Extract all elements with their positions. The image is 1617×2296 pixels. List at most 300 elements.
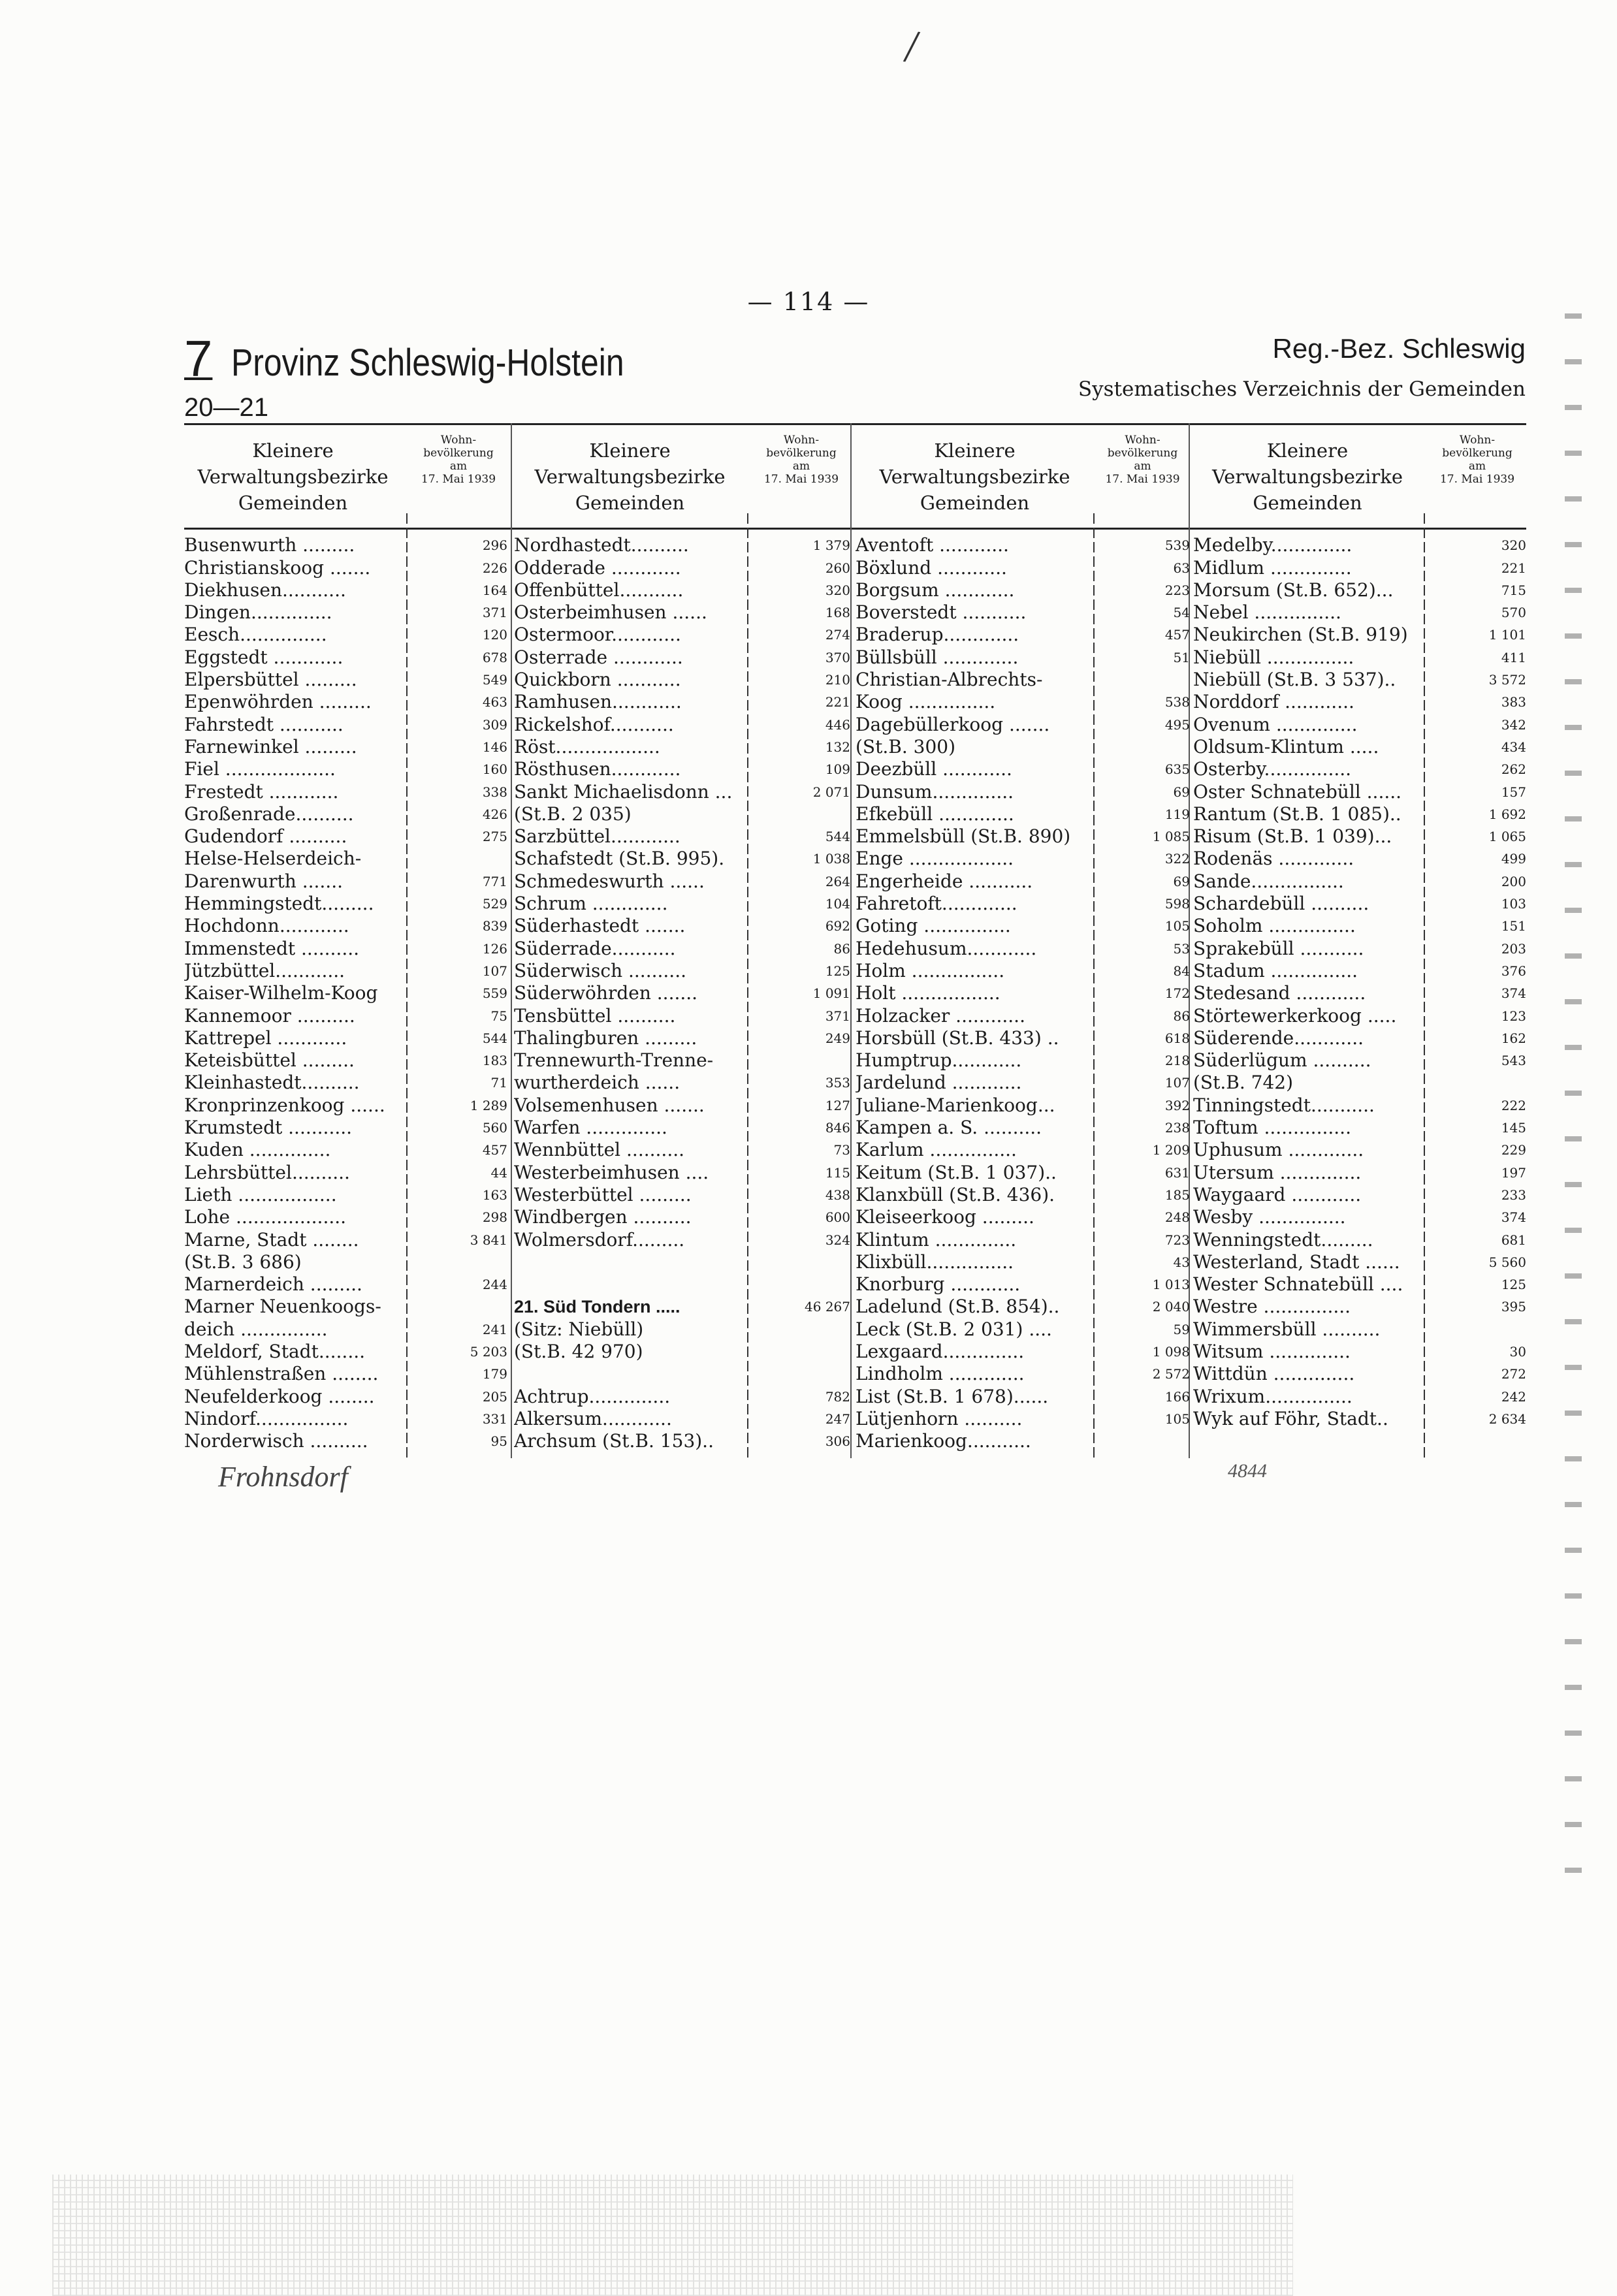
population-value: 168 [825,605,850,621]
municipality-name: Stadum ............... [1193,959,1358,981]
municipality-name: Emmelsbüll (St.B. 890) [856,825,1071,848]
population-value: 1 209 [1152,1142,1190,1158]
population-value: 1 379 [812,537,850,554]
municipality-name: Koog ............... [856,691,996,713]
municipality-name: Büllsbüll ............. [856,646,1019,668]
municipality-name: Enge .................. [856,848,1014,870]
population-value: 104 [825,896,850,912]
municipality-row [514,646,850,668]
municipality-row [514,1117,850,1139]
municipality-row [514,624,850,646]
population-value: 371 [482,605,507,621]
municipality-row [184,1049,507,1072]
municipality-name: Achtrup.............. [514,1385,671,1407]
municipality-name: Süderlügum .......... [1193,1049,1371,1072]
population-value: 309 [482,716,507,733]
municipality-row [1193,1094,1526,1116]
municipality-row [514,1318,850,1340]
municipality-row [184,1161,507,1183]
municipality-name: Schrum ............. [514,893,668,915]
population-value: 103 [1501,896,1526,912]
column-name-header [514,438,746,516]
population-value: 115 [825,1164,850,1181]
municipality-name: Süderhastedt ....... [514,915,686,937]
municipality-row [514,1363,850,1385]
header-line: Verwaltungsbezirke [1211,466,1403,488]
population-value: 499 [1501,851,1526,867]
population-value: 146 [482,739,507,755]
header-line: Kleinere [1266,439,1349,462]
population-value: 125 [825,963,850,979]
municipality-row [856,1184,1190,1206]
municipality-name: Störtewerkerkoog ..... [1193,1004,1397,1027]
header-line: 17. Mai 1939 [421,473,496,486]
population-value: 457 [1164,627,1190,643]
municipality-name: Neukirchen (St.B. 919) [1193,624,1408,646]
population-value: 162 [1501,1030,1526,1046]
header-line: Verwaltungsbezirke [534,466,726,488]
municipality-name: Kleiseerkoog ......... [856,1206,1034,1228]
population-value: 160 [482,761,507,778]
municipality-name: Süderende............ [1193,1027,1364,1049]
header-line: 17. Mai 1939 [1439,473,1515,486]
population-value: 248 [1164,1209,1190,1226]
population-value: 1 065 [1488,829,1526,845]
municipality-name: Schmedeswurth ...... [514,870,705,892]
population-value: 86 [833,940,850,957]
population-value: 95 [490,1433,507,1450]
municipality-row [856,713,1190,735]
municipality-row [184,1430,507,1452]
population-value: 185 [1164,1187,1190,1203]
municipality-row [184,870,507,892]
handwritten-note-left: Frohnsdorf [218,1461,348,1493]
region-subtitle: Systematisches Verzeichnis der Gemeinden [1078,377,1526,401]
scan-noise [52,2175,1293,2296]
municipality-name: Westerbeimhusen .... [514,1161,709,1183]
municipality-name: Efkebüll ............. [856,803,1014,825]
municipality-row [184,669,507,691]
municipality-name: Westre ............... [1193,1296,1351,1318]
municipality-row [184,601,507,624]
municipality-list [184,534,507,1452]
population-value: 179 [482,1366,507,1382]
population-value: 157 [1501,784,1526,800]
region-title: Reg.-Bez. Schleswig [1272,333,1526,364]
population-value: 151 [1501,918,1526,934]
population-value: 242 [1501,1388,1526,1405]
header-line: 17. Mai 1939 [763,473,839,486]
municipality-name: Oldsum-Klintum ..... [1193,735,1379,757]
population-value: 374 [1501,1209,1526,1226]
municipality-row [514,1004,850,1027]
population-value: 43 [1173,1254,1190,1270]
population-value: 376 [1501,963,1526,979]
municipality-row [514,1251,850,1273]
municipality-name: Norddorf ............ [1193,691,1354,713]
municipality-name: Holm ................ [856,959,1005,981]
municipality-name: Holzacker ............ [856,1004,1025,1027]
municipality-row [184,1296,507,1318]
population-value: 119 [1164,806,1190,822]
municipality-name: Odderade ............ [514,556,681,579]
municipality-name: Lindholm ............. [856,1363,1025,1385]
population-value: 163 [482,1187,507,1203]
municipality-name: Fahrstedt ........... [184,713,344,735]
municipality-row [1193,1027,1526,1049]
municipality-name: Schardebüll .......... [1193,893,1369,915]
series-range: 20—21 [184,393,268,422]
header-line: am [1134,460,1151,473]
municipality-row [1193,758,1526,780]
municipality-name: Farnewinkel ......... [184,735,357,757]
municipality-name: deich ............... [184,1318,328,1340]
municipality-name: wurtherdeich ...... [514,1072,680,1094]
municipality-row [856,1206,1190,1228]
municipality-name: Böxlund ............ [856,556,1007,579]
municipality-row [184,1184,507,1206]
municipality-name: Niebüll ............... [1193,646,1354,668]
population-value: 782 [825,1388,850,1405]
population-value: 107 [1164,1075,1190,1091]
population-value: 3 572 [1488,672,1526,688]
municipality-name: Hochdonn............ [184,915,349,937]
municipality-name: Braderup............. [856,624,1019,646]
municipality-name: Mühlenstraßen ........ [184,1363,379,1385]
municipality-row [184,1228,507,1251]
municipality-row [1193,1206,1526,1228]
population-value: 247 [825,1411,850,1427]
population-value: 200 [1501,873,1526,889]
municipality-name: Klintum .............. [856,1228,1017,1251]
municipality-row [1193,646,1526,668]
municipality-row [514,893,850,915]
population-value: 44 [490,1164,507,1181]
municipality-row [514,982,850,1004]
municipality-row [184,893,507,915]
municipality-name: Osterrade ............ [514,646,683,668]
municipality-row [514,1430,850,1452]
population-value: 560 [482,1120,507,1136]
handwritten-note-right: 4844 [1228,1460,1267,1482]
municipality-name: Volsemenhusen ....... [514,1094,705,1116]
municipality-row [1193,556,1526,579]
municipality-name: Meldorf, Stadt........ [184,1340,366,1362]
municipality-name: Elpersbüttel ......... [184,669,357,691]
municipality-row [184,937,507,959]
municipality-name: Boverstedt ........... [856,601,1027,624]
header-line: Verwaltungsbezirke [879,466,1070,488]
population-value: 1 091 [812,985,850,1002]
municipality-name: Archsum (St.B. 153).. [514,1430,714,1452]
municipality-row [1193,736,1526,758]
municipality-row [184,758,507,780]
municipality-name: Wrixum............... [1193,1385,1353,1407]
municipality-row [514,669,850,691]
population-value: 105 [1164,918,1190,934]
municipality-row [514,556,850,579]
municipality-row [184,780,507,803]
municipality-row [514,937,850,959]
municipality-name: Jardelund ............ [856,1072,1022,1094]
population-value: 59 [1173,1321,1190,1337]
municipality-row [514,1027,850,1049]
municipality-row [184,1385,507,1407]
population-value: 692 [825,918,850,934]
population-value: 463 [482,694,507,710]
municipality-name: Sarzbüttel............ [514,825,680,848]
municipality-row [856,1049,1190,1072]
population-value: 120 [482,627,507,643]
municipality-name: Offenbüttel........... [514,579,684,601]
municipality-name: Rösthusen............ [514,758,681,780]
municipality-name: Gudendorf .......... [184,825,347,848]
population-value: 392 [1164,1097,1190,1113]
municipality-row [1193,937,1526,959]
municipality-name: Medelby.............. [1193,534,1353,556]
population-value: 631 [1164,1164,1190,1181]
municipality-name: Dagebüllerkoog ....... [856,713,1050,735]
municipality-name: Wimmersbüll .......... [1193,1318,1381,1340]
population-value: 244 [482,1277,507,1293]
municipality-name: 21. Süd Tondern ..... [514,1297,680,1317]
municipality-name: Risum (St.B. 1 039)... [1193,825,1392,848]
municipality-name: Ramhusen............ [514,691,682,713]
header-line: Wohn- [440,434,477,447]
header-line: Gemeinden [1253,492,1362,514]
header-line: bevölkerung [766,447,837,460]
population-value: 846 [825,1120,850,1136]
population-value: 338 [482,784,507,800]
column-rule [850,423,852,1458]
header-line: Kleinere [934,439,1016,462]
scan-edge-marks [1565,313,1582,1881]
population-value: 2 071 [812,784,850,800]
municipality-row [184,1004,507,1027]
municipality-name: Marienkoog........... [856,1430,1031,1452]
municipality-row [184,982,507,1004]
municipality-row [514,960,850,982]
column-population-header [752,434,850,486]
municipality-row [1193,624,1526,646]
column-name-header [184,438,402,516]
population-value: 296 [482,537,507,554]
population-value: 238 [1164,1120,1190,1136]
municipality-row [514,825,850,848]
population-value: 172 [1164,985,1190,1002]
municipality-row [856,669,1190,691]
population-value: 1 013 [1152,1277,1190,1293]
municipality-row [514,1296,850,1318]
municipality-row [514,713,850,735]
municipality-row [184,1072,507,1094]
municipality-name: Deezbüll ............ [856,758,1012,780]
population-value: 342 [1501,716,1526,733]
population-value: 86 [1173,1008,1190,1024]
population-value: 226 [482,560,507,576]
population-value: 46 267 [805,1299,850,1315]
population-value: 426 [482,806,507,822]
municipality-row [514,803,850,825]
municipality-name: Wyk auf Föhr, Stadt.. [1193,1407,1388,1429]
municipality-name: Nindorf................ [184,1407,349,1429]
municipality-row [1193,1296,1526,1318]
municipality-name: Trennewurth-Trenne- [514,1049,714,1072]
municipality-row [514,1206,850,1228]
municipality-row [856,915,1190,937]
population-value: 222 [1501,1097,1526,1113]
municipality-row [1193,848,1526,870]
population-value: 233 [1501,1187,1526,1203]
municipality-name: Oster Schnatebüll ...... [1193,780,1402,803]
header-line: bevölkerung [1107,447,1178,460]
municipality-row [1193,1161,1526,1183]
population-value: 73 [833,1142,850,1158]
population-value: 457 [482,1142,507,1158]
municipality-row [514,915,850,937]
municipality-row [514,1228,850,1251]
population-value: 205 [482,1388,507,1405]
population-value: 218 [1164,1053,1190,1069]
municipality-name: (St.B. 42 970) [514,1340,643,1362]
population-value: 618 [1164,1030,1190,1046]
population-value: 371 [825,1008,850,1024]
municipality-row [856,1117,1190,1139]
population-value: 241 [482,1321,507,1337]
municipality-row [856,534,1190,556]
municipality-row [1193,1184,1526,1206]
population-value: 353 [825,1075,850,1091]
municipality-row [184,713,507,735]
municipality-row [856,893,1190,915]
municipality-name: Eesch............... [184,624,327,646]
population-value: 544 [825,829,850,845]
population-value: 249 [825,1030,850,1046]
municipality-name: Holt ................. [856,982,1001,1004]
municipality-row [856,736,1190,758]
municipality-row [856,982,1190,1004]
municipality-row [184,1094,507,1116]
municipality-name: Uphusum ............. [1193,1139,1364,1161]
municipality-name: Kleinhastedt.......... [184,1072,360,1094]
population-value: 370 [825,649,850,665]
municipality-row [514,579,850,601]
municipality-name: Soholm ............... [1193,915,1356,937]
municipality-name: Tinningstedt........... [1193,1094,1375,1116]
population-value: 529 [482,896,507,912]
municipality-row [856,1341,1190,1363]
municipality-row [856,780,1190,803]
municipality-row [856,646,1190,668]
population-value: 1 085 [1152,829,1190,845]
header-line: am [792,460,810,473]
municipality-row [514,780,850,803]
municipality-name: Kronprinzenkoog ...... [184,1094,385,1116]
municipality-row [1193,713,1526,735]
municipality-name: Midlum .............. [1193,556,1352,579]
municipality-row [184,1139,507,1161]
municipality-name: Dingen.............. [184,601,332,624]
municipality-name: Fiel ................... [184,758,336,780]
municipality-name: Tensbüttel .......... [514,1004,676,1027]
municipality-name: Dunsum.............. [856,780,1014,803]
municipality-name: Ovenum .............. [1193,713,1358,735]
population-value: 600 [825,1209,850,1226]
municipality-name: Rodenäs ............. [1193,848,1354,870]
municipality-name: (St.B. 742) [1193,1072,1294,1094]
population-value: 164 [482,582,507,598]
municipality-row [184,825,507,848]
header-line: bevölkerung [1442,447,1513,460]
population-value: 109 [825,761,850,778]
municipality-row [1193,534,1526,556]
municipality-row [184,534,507,556]
municipality-row [184,1117,507,1139]
municipality-row [856,960,1190,982]
population-value: 123 [1501,1008,1526,1024]
municipality-row [1193,1049,1526,1072]
municipality-name: (St.B. 300) [856,735,956,757]
municipality-name: Rickelshof........... [514,713,674,735]
municipality-name: Wittdün .............. [1193,1363,1355,1385]
municipality-name: Horsbüll (St.B. 433) .. [856,1027,1059,1049]
municipality-name: Epenwöhrden ......... [184,691,372,713]
municipality-row [514,758,850,780]
municipality-name: Osterby............... [1193,758,1352,780]
section-number: 7 [184,330,213,387]
population-value: 51 [1173,649,1190,665]
header-line: Wohn- [783,434,820,447]
municipality-name: Hedehusum............ [856,937,1037,959]
municipality-row [1193,825,1526,848]
municipality-name: Windbergen .......... [514,1206,692,1228]
municipality-name: Juliane-Marienkoog... [856,1094,1055,1116]
municipality-name: Rantum (St.B. 1 085).. [1193,803,1401,825]
population-value: 53 [1173,940,1190,957]
municipality-row [856,758,1190,780]
municipality-row [184,1341,507,1363]
population-value: 132 [825,739,850,755]
municipality-row [856,1251,1190,1273]
municipality-name: Wennbüttel .......... [514,1139,685,1161]
column-population-header [409,434,507,486]
municipality-name: Ostermoor............ [514,624,681,646]
municipality-row [1193,669,1526,691]
municipality-name: Ladelund (St.B. 854).. [856,1296,1060,1318]
municipality-row [514,1385,850,1407]
municipality-name: Humptrup............ [856,1049,1022,1072]
municipality-name: (St.B. 2 035) [514,803,632,825]
municipality-row [514,736,850,758]
municipality-name: Eggstedt ............ [184,646,344,668]
municipality-name: Diekhusen........... [184,579,346,601]
municipality-row [1193,1385,1526,1407]
municipality-row [514,1139,850,1161]
population-value: 1 098 [1152,1343,1190,1360]
population-value: 264 [825,873,850,889]
municipality-name: Aventoft ............ [856,534,1009,556]
column-population-header [1095,434,1190,486]
population-value: 126 [482,940,507,957]
population-value: 183 [482,1053,507,1069]
population-value: 71 [490,1075,507,1091]
municipality-name: Alkersum............ [514,1407,672,1429]
population-value: 69 [1173,873,1190,889]
municipality-name: Westerbüttel ......... [514,1183,692,1205]
municipality-name: Lieth ................. [184,1183,337,1205]
municipality-name: Röst.................. [514,735,660,757]
municipality-row [856,1430,1190,1452]
